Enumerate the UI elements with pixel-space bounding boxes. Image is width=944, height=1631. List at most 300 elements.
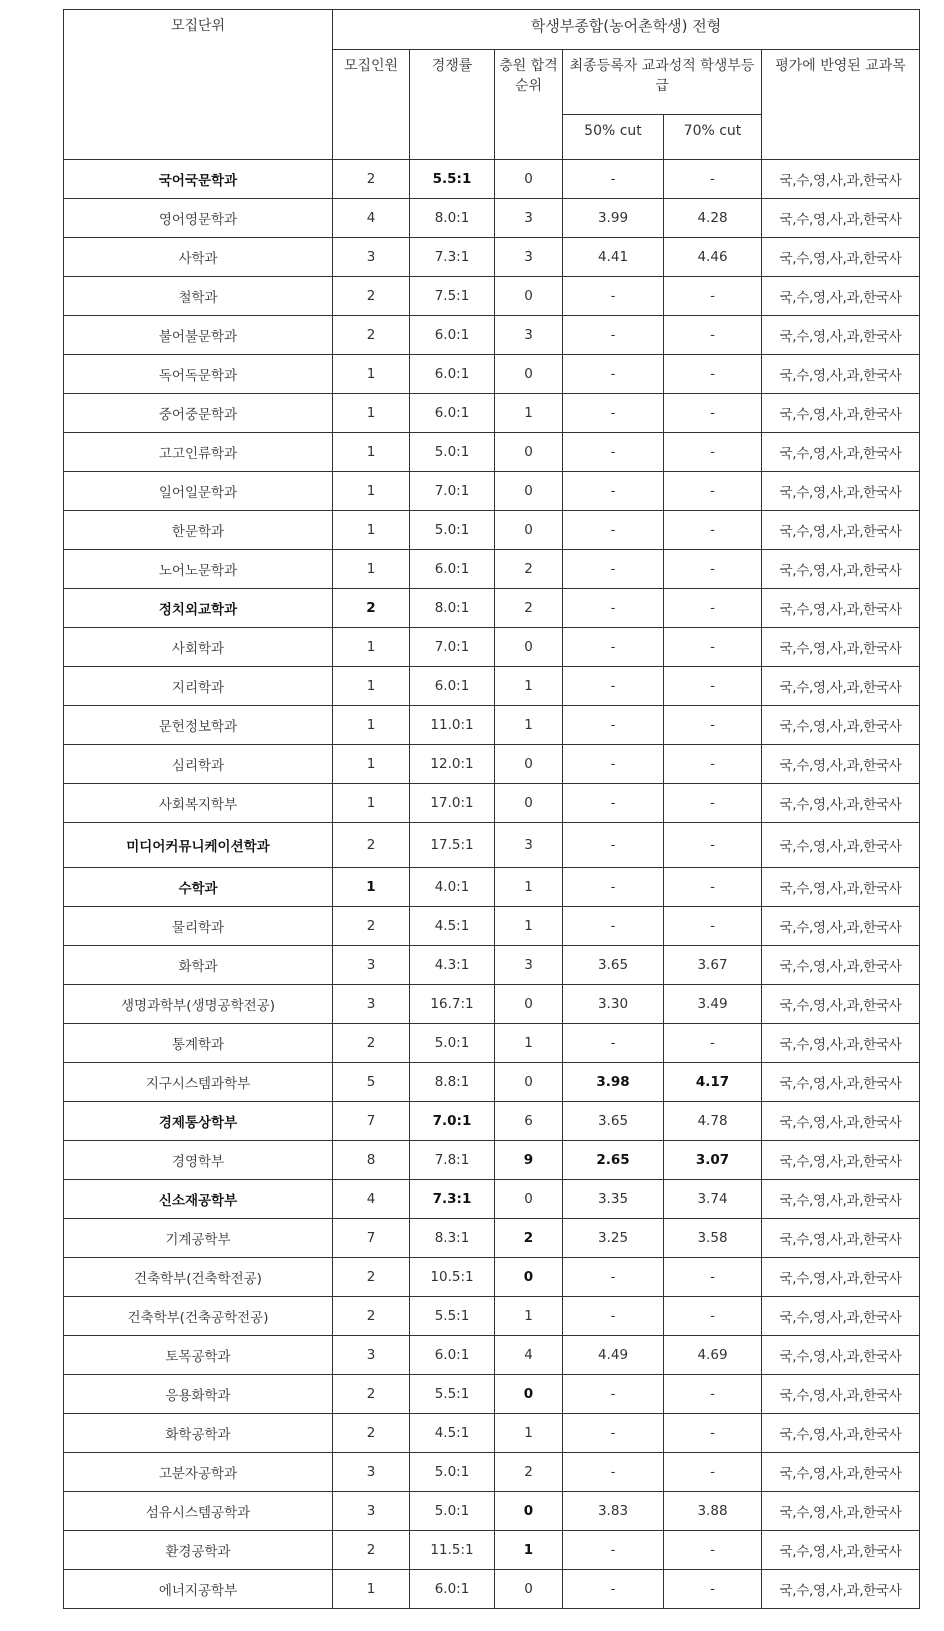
unit-cell: 에너지공학부	[64, 1570, 333, 1609]
header-unit: 모집단위	[64, 10, 333, 160]
cut50-cell: 2.65	[563, 1141, 664, 1180]
cut50-cell: -	[563, 1570, 664, 1609]
cut70-cell: -	[664, 868, 762, 907]
rank-cell: 1	[495, 1024, 563, 1063]
cut50-cell: -	[563, 472, 664, 511]
unit-cell: 한문학과	[64, 511, 333, 550]
rank-cell: 0	[495, 160, 563, 199]
cut50-cell: -	[563, 823, 664, 868]
rank-cell: 0	[495, 628, 563, 667]
table-row	[64, 199, 920, 238]
cut70-cell: -	[664, 784, 762, 823]
cut50-cell: -	[563, 550, 664, 589]
header-grade-group: 최종등록자 교과성적 학생부등급	[563, 50, 762, 115]
cut50-cell: 4.49	[563, 1336, 664, 1375]
cut50-cell: 4.41	[563, 238, 664, 277]
cut50-cell: -	[563, 1024, 664, 1063]
header-count: 모집인원	[333, 50, 410, 160]
cut70-cell: -	[664, 706, 762, 745]
cut70-cell: -	[664, 433, 762, 472]
count-cell: 2	[333, 1297, 410, 1336]
rank-cell: 2	[495, 1453, 563, 1492]
subjects-cell: 국,수,영,사,과,한국사	[762, 589, 920, 628]
subjects-cell: 국,수,영,사,과,한국사	[762, 1453, 920, 1492]
count-cell: 3	[333, 238, 410, 277]
cut50-cell: -	[563, 1453, 664, 1492]
cut50-cell: -	[563, 667, 664, 706]
subjects-cell: 국,수,영,사,과,한국사	[762, 628, 920, 667]
unit-cell: 통계학과	[64, 1024, 333, 1063]
ratio-cell: 17.5:1	[410, 823, 495, 868]
cut50-cell: 3.65	[563, 946, 664, 985]
rank-cell: 1	[495, 868, 563, 907]
table-row	[64, 589, 920, 628]
unit-cell: 노어노문학과	[64, 550, 333, 589]
rank-cell: 0	[495, 1063, 563, 1102]
cut70-cell: -	[664, 745, 762, 784]
ratio-cell: 7.5:1	[410, 277, 495, 316]
cut70-cell: 3.58	[664, 1219, 762, 1258]
cut50-cell: -	[563, 589, 664, 628]
unit-cell: 응용화학과	[64, 1375, 333, 1414]
cut50-cell: -	[563, 355, 664, 394]
table-row	[64, 784, 920, 823]
table-row	[64, 1024, 920, 1063]
subjects-cell: 국,수,영,사,과,한국사	[762, 985, 920, 1024]
rank-cell: 0	[495, 1258, 563, 1297]
subjects-cell: 국,수,영,사,과,한국사	[762, 868, 920, 907]
rank-cell: 3	[495, 823, 563, 868]
subjects-cell: 국,수,영,사,과,한국사	[762, 907, 920, 946]
cut70-cell: 4.46	[664, 238, 762, 277]
count-cell: 2	[333, 1414, 410, 1453]
unit-cell: 고고인류학과	[64, 433, 333, 472]
count-cell: 2	[333, 1258, 410, 1297]
subjects-cell: 국,수,영,사,과,한국사	[762, 1141, 920, 1180]
count-cell: 1	[333, 1570, 410, 1609]
unit-cell: 생명과학부(생명공학전공)	[64, 985, 333, 1024]
table-row	[64, 1063, 920, 1102]
cut70-cell: 3.74	[664, 1180, 762, 1219]
header-cut70: 70% cut	[664, 115, 762, 160]
unit-cell: 사회학과	[64, 628, 333, 667]
unit-cell: 영어영문학과	[64, 199, 333, 238]
count-cell: 8	[333, 1141, 410, 1180]
count-cell: 3	[333, 985, 410, 1024]
count-cell: 1	[333, 355, 410, 394]
table-row	[64, 238, 920, 277]
rank-cell: 0	[495, 355, 563, 394]
subjects-cell: 국,수,영,사,과,한국사	[762, 1531, 920, 1570]
cut70-cell: -	[664, 1024, 762, 1063]
ratio-cell: 6.0:1	[410, 316, 495, 355]
header-rank: 충원 합격 순위	[495, 50, 563, 160]
cut50-cell: 3.99	[563, 199, 664, 238]
subjects-cell: 국,수,영,사,과,한국사	[762, 1375, 920, 1414]
unit-cell: 수학과	[64, 868, 333, 907]
table-row	[64, 1180, 920, 1219]
unit-cell: 섬유시스템공학과	[64, 1492, 333, 1531]
unit-cell: 지구시스템과학부	[64, 1063, 333, 1102]
unit-cell: 화학공학과	[64, 1414, 333, 1453]
rank-cell: 0	[495, 745, 563, 784]
rank-cell: 1	[495, 394, 563, 433]
subjects-cell: 국,수,영,사,과,한국사	[762, 784, 920, 823]
rank-cell: 2	[495, 1219, 563, 1258]
ratio-cell: 7.0:1	[410, 628, 495, 667]
rank-cell: 0	[495, 472, 563, 511]
cut70-cell: -	[664, 1570, 762, 1609]
header-ratio: 경쟁률	[410, 50, 495, 160]
count-cell: 7	[333, 1102, 410, 1141]
unit-cell: 사회복지학부	[64, 784, 333, 823]
unit-cell: 사학과	[64, 238, 333, 277]
table-row	[64, 868, 920, 907]
table-row	[64, 1219, 920, 1258]
rank-cell: 0	[495, 1180, 563, 1219]
ratio-cell: 6.0:1	[410, 394, 495, 433]
rank-cell: 1	[495, 667, 563, 706]
table-row	[64, 1492, 920, 1531]
count-cell: 1	[333, 550, 410, 589]
ratio-cell: 5.5:1	[410, 1297, 495, 1336]
ratio-cell: 6.0:1	[410, 550, 495, 589]
table-row	[64, 355, 920, 394]
count-cell: 7	[333, 1219, 410, 1258]
unit-cell: 철학과	[64, 277, 333, 316]
cut70-cell: 3.88	[664, 1492, 762, 1531]
subjects-cell: 국,수,영,사,과,한국사	[762, 745, 920, 784]
subjects-cell: 국,수,영,사,과,한국사	[762, 199, 920, 238]
ratio-cell: 8.0:1	[410, 589, 495, 628]
subjects-cell: 국,수,영,사,과,한국사	[762, 1258, 920, 1297]
subjects-cell: 국,수,영,사,과,한국사	[762, 238, 920, 277]
cut50-cell: -	[563, 1531, 664, 1570]
cut50-cell: 3.30	[563, 985, 664, 1024]
table-row	[64, 1336, 920, 1375]
ratio-cell: 16.7:1	[410, 985, 495, 1024]
count-cell: 1	[333, 868, 410, 907]
unit-cell: 기계공학부	[64, 1219, 333, 1258]
rank-cell: 0	[495, 1570, 563, 1609]
cut70-cell: -	[664, 907, 762, 946]
count-cell: 2	[333, 1531, 410, 1570]
cut70-cell: -	[664, 589, 762, 628]
count-cell: 5	[333, 1063, 410, 1102]
subjects-cell: 국,수,영,사,과,한국사	[762, 472, 920, 511]
rank-cell: 3	[495, 199, 563, 238]
cut50-cell: -	[563, 316, 664, 355]
table-row	[64, 1102, 920, 1141]
count-cell: 1	[333, 472, 410, 511]
table-row	[64, 907, 920, 946]
cut70-cell: 4.17	[664, 1063, 762, 1102]
unit-cell: 건축학부(건축학전공)	[64, 1258, 333, 1297]
ratio-cell: 5.0:1	[410, 1492, 495, 1531]
count-cell: 1	[333, 745, 410, 784]
ratio-cell: 5.0:1	[410, 1024, 495, 1063]
subjects-cell: 국,수,영,사,과,한국사	[762, 355, 920, 394]
unit-cell: 토목공학과	[64, 1336, 333, 1375]
unit-cell: 심리학과	[64, 745, 333, 784]
cut70-cell: -	[664, 277, 762, 316]
rank-cell: 0	[495, 1492, 563, 1531]
unit-cell: 불어불문학과	[64, 316, 333, 355]
rank-cell: 1	[495, 1531, 563, 1570]
cut70-cell: -	[664, 1453, 762, 1492]
cut50-cell: -	[563, 784, 664, 823]
cut70-cell: 4.78	[664, 1102, 762, 1141]
count-cell: 2	[333, 316, 410, 355]
table-row	[64, 1375, 920, 1414]
ratio-cell: 11.5:1	[410, 1531, 495, 1570]
ratio-cell: 8.8:1	[410, 1063, 495, 1102]
rank-cell: 0	[495, 277, 563, 316]
rank-cell: 0	[495, 1375, 563, 1414]
table-row	[64, 706, 920, 745]
count-cell: 3	[333, 1453, 410, 1492]
table-row	[64, 1453, 920, 1492]
ratio-cell: 5.5:1	[410, 1375, 495, 1414]
subjects-cell: 국,수,영,사,과,한국사	[762, 1063, 920, 1102]
rank-cell: 2	[495, 589, 563, 628]
count-cell: 1	[333, 433, 410, 472]
cut50-cell: 3.25	[563, 1219, 664, 1258]
cut70-cell: -	[664, 550, 762, 589]
rank-cell: 0	[495, 433, 563, 472]
table-row	[64, 1258, 920, 1297]
cut70-cell: -	[664, 667, 762, 706]
table-row	[64, 277, 920, 316]
cut50-cell: -	[563, 433, 664, 472]
count-cell: 1	[333, 511, 410, 550]
rank-cell: 1	[495, 907, 563, 946]
count-cell: 2	[333, 277, 410, 316]
rank-cell: 6	[495, 1102, 563, 1141]
subjects-cell: 국,수,영,사,과,한국사	[762, 706, 920, 745]
unit-cell: 고분자공학과	[64, 1453, 333, 1492]
table-row	[64, 745, 920, 784]
count-cell: 1	[333, 667, 410, 706]
rank-cell: 0	[495, 511, 563, 550]
unit-cell: 일어일문학과	[64, 472, 333, 511]
rank-cell: 0	[495, 985, 563, 1024]
cut50-cell: -	[563, 1297, 664, 1336]
subjects-cell: 국,수,영,사,과,한국사	[762, 1024, 920, 1063]
unit-cell: 건축학부(건축공학전공)	[64, 1297, 333, 1336]
subjects-cell: 국,수,영,사,과,한국사	[762, 316, 920, 355]
ratio-cell: 5.0:1	[410, 511, 495, 550]
count-cell: 4	[333, 199, 410, 238]
count-cell: 4	[333, 1180, 410, 1219]
ratio-cell: 6.0:1	[410, 1336, 495, 1375]
subjects-cell: 국,수,영,사,과,한국사	[762, 1297, 920, 1336]
count-cell: 1	[333, 394, 410, 433]
table-row	[64, 1141, 920, 1180]
subjects-cell: 국,수,영,사,과,한국사	[762, 550, 920, 589]
rank-cell: 1	[495, 706, 563, 745]
unit-cell: 환경공학과	[64, 1531, 333, 1570]
count-cell: 1	[333, 784, 410, 823]
cut50-cell: -	[563, 277, 664, 316]
rank-cell: 3	[495, 946, 563, 985]
cut50-cell: -	[563, 394, 664, 433]
unit-cell: 독어독문학과	[64, 355, 333, 394]
subjects-cell: 국,수,영,사,과,한국사	[762, 511, 920, 550]
count-cell: 2	[333, 1375, 410, 1414]
cut50-cell: -	[563, 511, 664, 550]
ratio-cell: 12.0:1	[410, 745, 495, 784]
table-row	[64, 667, 920, 706]
count-cell: 3	[333, 1336, 410, 1375]
cut50-cell: -	[563, 907, 664, 946]
unit-cell: 정치외교학과	[64, 589, 333, 628]
subjects-cell: 국,수,영,사,과,한국사	[762, 394, 920, 433]
ratio-cell: 10.5:1	[410, 1258, 495, 1297]
table-row	[64, 628, 920, 667]
table-row	[64, 511, 920, 550]
ratio-cell: 17.0:1	[410, 784, 495, 823]
cut70-cell: -	[664, 1531, 762, 1570]
count-cell: 1	[333, 628, 410, 667]
table-row	[64, 316, 920, 355]
ratio-cell: 4.3:1	[410, 946, 495, 985]
cut50-cell: -	[563, 706, 664, 745]
unit-cell: 경영학부	[64, 1141, 333, 1180]
table-row	[64, 1297, 920, 1336]
unit-cell: 문헌정보학과	[64, 706, 333, 745]
cut50-cell: 3.98	[563, 1063, 664, 1102]
subjects-cell: 국,수,영,사,과,한국사	[762, 1336, 920, 1375]
cut70-cell: 4.28	[664, 199, 762, 238]
unit-cell: 지리학과	[64, 667, 333, 706]
ratio-cell: 6.0:1	[410, 667, 495, 706]
subjects-cell: 국,수,영,사,과,한국사	[762, 277, 920, 316]
count-cell: 3	[333, 946, 410, 985]
cut70-cell: -	[664, 160, 762, 199]
ratio-cell: 4.5:1	[410, 907, 495, 946]
rank-cell: 1	[495, 1414, 563, 1453]
ratio-cell: 5.5:1	[410, 160, 495, 199]
rank-cell: 1	[495, 1297, 563, 1336]
subjects-cell: 국,수,영,사,과,한국사	[762, 823, 920, 868]
cut50-cell: -	[563, 1414, 664, 1453]
table-header	[64, 10, 920, 160]
table-row	[64, 394, 920, 433]
rank-cell: 9	[495, 1141, 563, 1180]
table-row	[64, 985, 920, 1024]
header-group-title: 학생부종합(농어촌학생) 전형	[333, 10, 920, 50]
table-row	[64, 946, 920, 985]
cut70-cell: -	[664, 394, 762, 433]
cut70-cell: -	[664, 511, 762, 550]
cut70-cell: -	[664, 1297, 762, 1336]
ratio-cell: 7.3:1	[410, 1180, 495, 1219]
cut70-cell: -	[664, 472, 762, 511]
table-row	[64, 160, 920, 199]
table-row	[64, 823, 920, 868]
cut70-cell: -	[664, 355, 762, 394]
unit-cell: 경제통상학부	[64, 1102, 333, 1141]
ratio-cell: 7.8:1	[410, 1141, 495, 1180]
cut50-cell: -	[563, 1258, 664, 1297]
cut50-cell: -	[563, 160, 664, 199]
subjects-cell: 국,수,영,사,과,한국사	[762, 160, 920, 199]
unit-cell: 국어국문학과	[64, 160, 333, 199]
ratio-cell: 5.0:1	[410, 433, 495, 472]
ratio-cell: 11.0:1	[410, 706, 495, 745]
cut70-cell: -	[664, 1258, 762, 1297]
count-cell: 3	[333, 1492, 410, 1531]
rank-cell: 3	[495, 316, 563, 355]
table-row	[64, 433, 920, 472]
ratio-cell: 4.5:1	[410, 1414, 495, 1453]
ratio-cell: 7.0:1	[410, 1102, 495, 1141]
table-body	[64, 160, 920, 1609]
subjects-cell: 국,수,영,사,과,한국사	[762, 1414, 920, 1453]
ratio-cell: 8.3:1	[410, 1219, 495, 1258]
cut50-cell: 3.65	[563, 1102, 664, 1141]
cut50-cell: -	[563, 745, 664, 784]
unit-cell: 미디어커뮤니케이션학과	[64, 823, 333, 868]
cut70-cell: 4.69	[664, 1336, 762, 1375]
cut50-cell: 3.35	[563, 1180, 664, 1219]
unit-cell: 물리학과	[64, 907, 333, 946]
count-cell: 2	[333, 1024, 410, 1063]
count-cell: 2	[333, 823, 410, 868]
count-cell: 2	[333, 589, 410, 628]
unit-cell: 신소재공학부	[64, 1180, 333, 1219]
cut70-cell: 3.07	[664, 1141, 762, 1180]
subjects-cell: 국,수,영,사,과,한국사	[762, 946, 920, 985]
cut70-cell: -	[664, 1414, 762, 1453]
subjects-cell: 국,수,영,사,과,한국사	[762, 1492, 920, 1531]
subjects-cell: 국,수,영,사,과,한국사	[762, 667, 920, 706]
table-row	[64, 550, 920, 589]
header-subjects: 평가에 반영된 교과목	[762, 50, 920, 160]
rank-cell: 4	[495, 1336, 563, 1375]
cut50-cell: -	[563, 1375, 664, 1414]
ratio-cell: 6.0:1	[410, 1570, 495, 1609]
rank-cell: 3	[495, 238, 563, 277]
unit-cell: 중어중문학과	[64, 394, 333, 433]
table-row	[64, 1570, 920, 1609]
ratio-cell: 5.0:1	[410, 1453, 495, 1492]
ratio-cell: 7.3:1	[410, 238, 495, 277]
subjects-cell: 국,수,영,사,과,한국사	[762, 433, 920, 472]
ratio-cell: 7.0:1	[410, 472, 495, 511]
rank-cell: 0	[495, 784, 563, 823]
subjects-cell: 국,수,영,사,과,한국사	[762, 1102, 920, 1141]
unit-cell: 화학과	[64, 946, 333, 985]
table-row	[64, 1414, 920, 1453]
cut70-cell: 3.49	[664, 985, 762, 1024]
table-row	[64, 472, 920, 511]
cut50-cell: 3.83	[563, 1492, 664, 1531]
table-row	[64, 1531, 920, 1570]
count-cell: 2	[333, 907, 410, 946]
header-cut50: 50% cut	[563, 115, 664, 160]
cut70-cell: -	[664, 316, 762, 355]
subjects-cell: 국,수,영,사,과,한국사	[762, 1180, 920, 1219]
cut50-cell: -	[563, 628, 664, 667]
ratio-cell: 4.0:1	[410, 868, 495, 907]
cut70-cell: -	[664, 823, 762, 868]
cut70-cell: -	[664, 628, 762, 667]
subjects-cell: 국,수,영,사,과,한국사	[762, 1570, 920, 1609]
cut50-cell: -	[563, 868, 664, 907]
subjects-cell: 국,수,영,사,과,한국사	[762, 1219, 920, 1258]
